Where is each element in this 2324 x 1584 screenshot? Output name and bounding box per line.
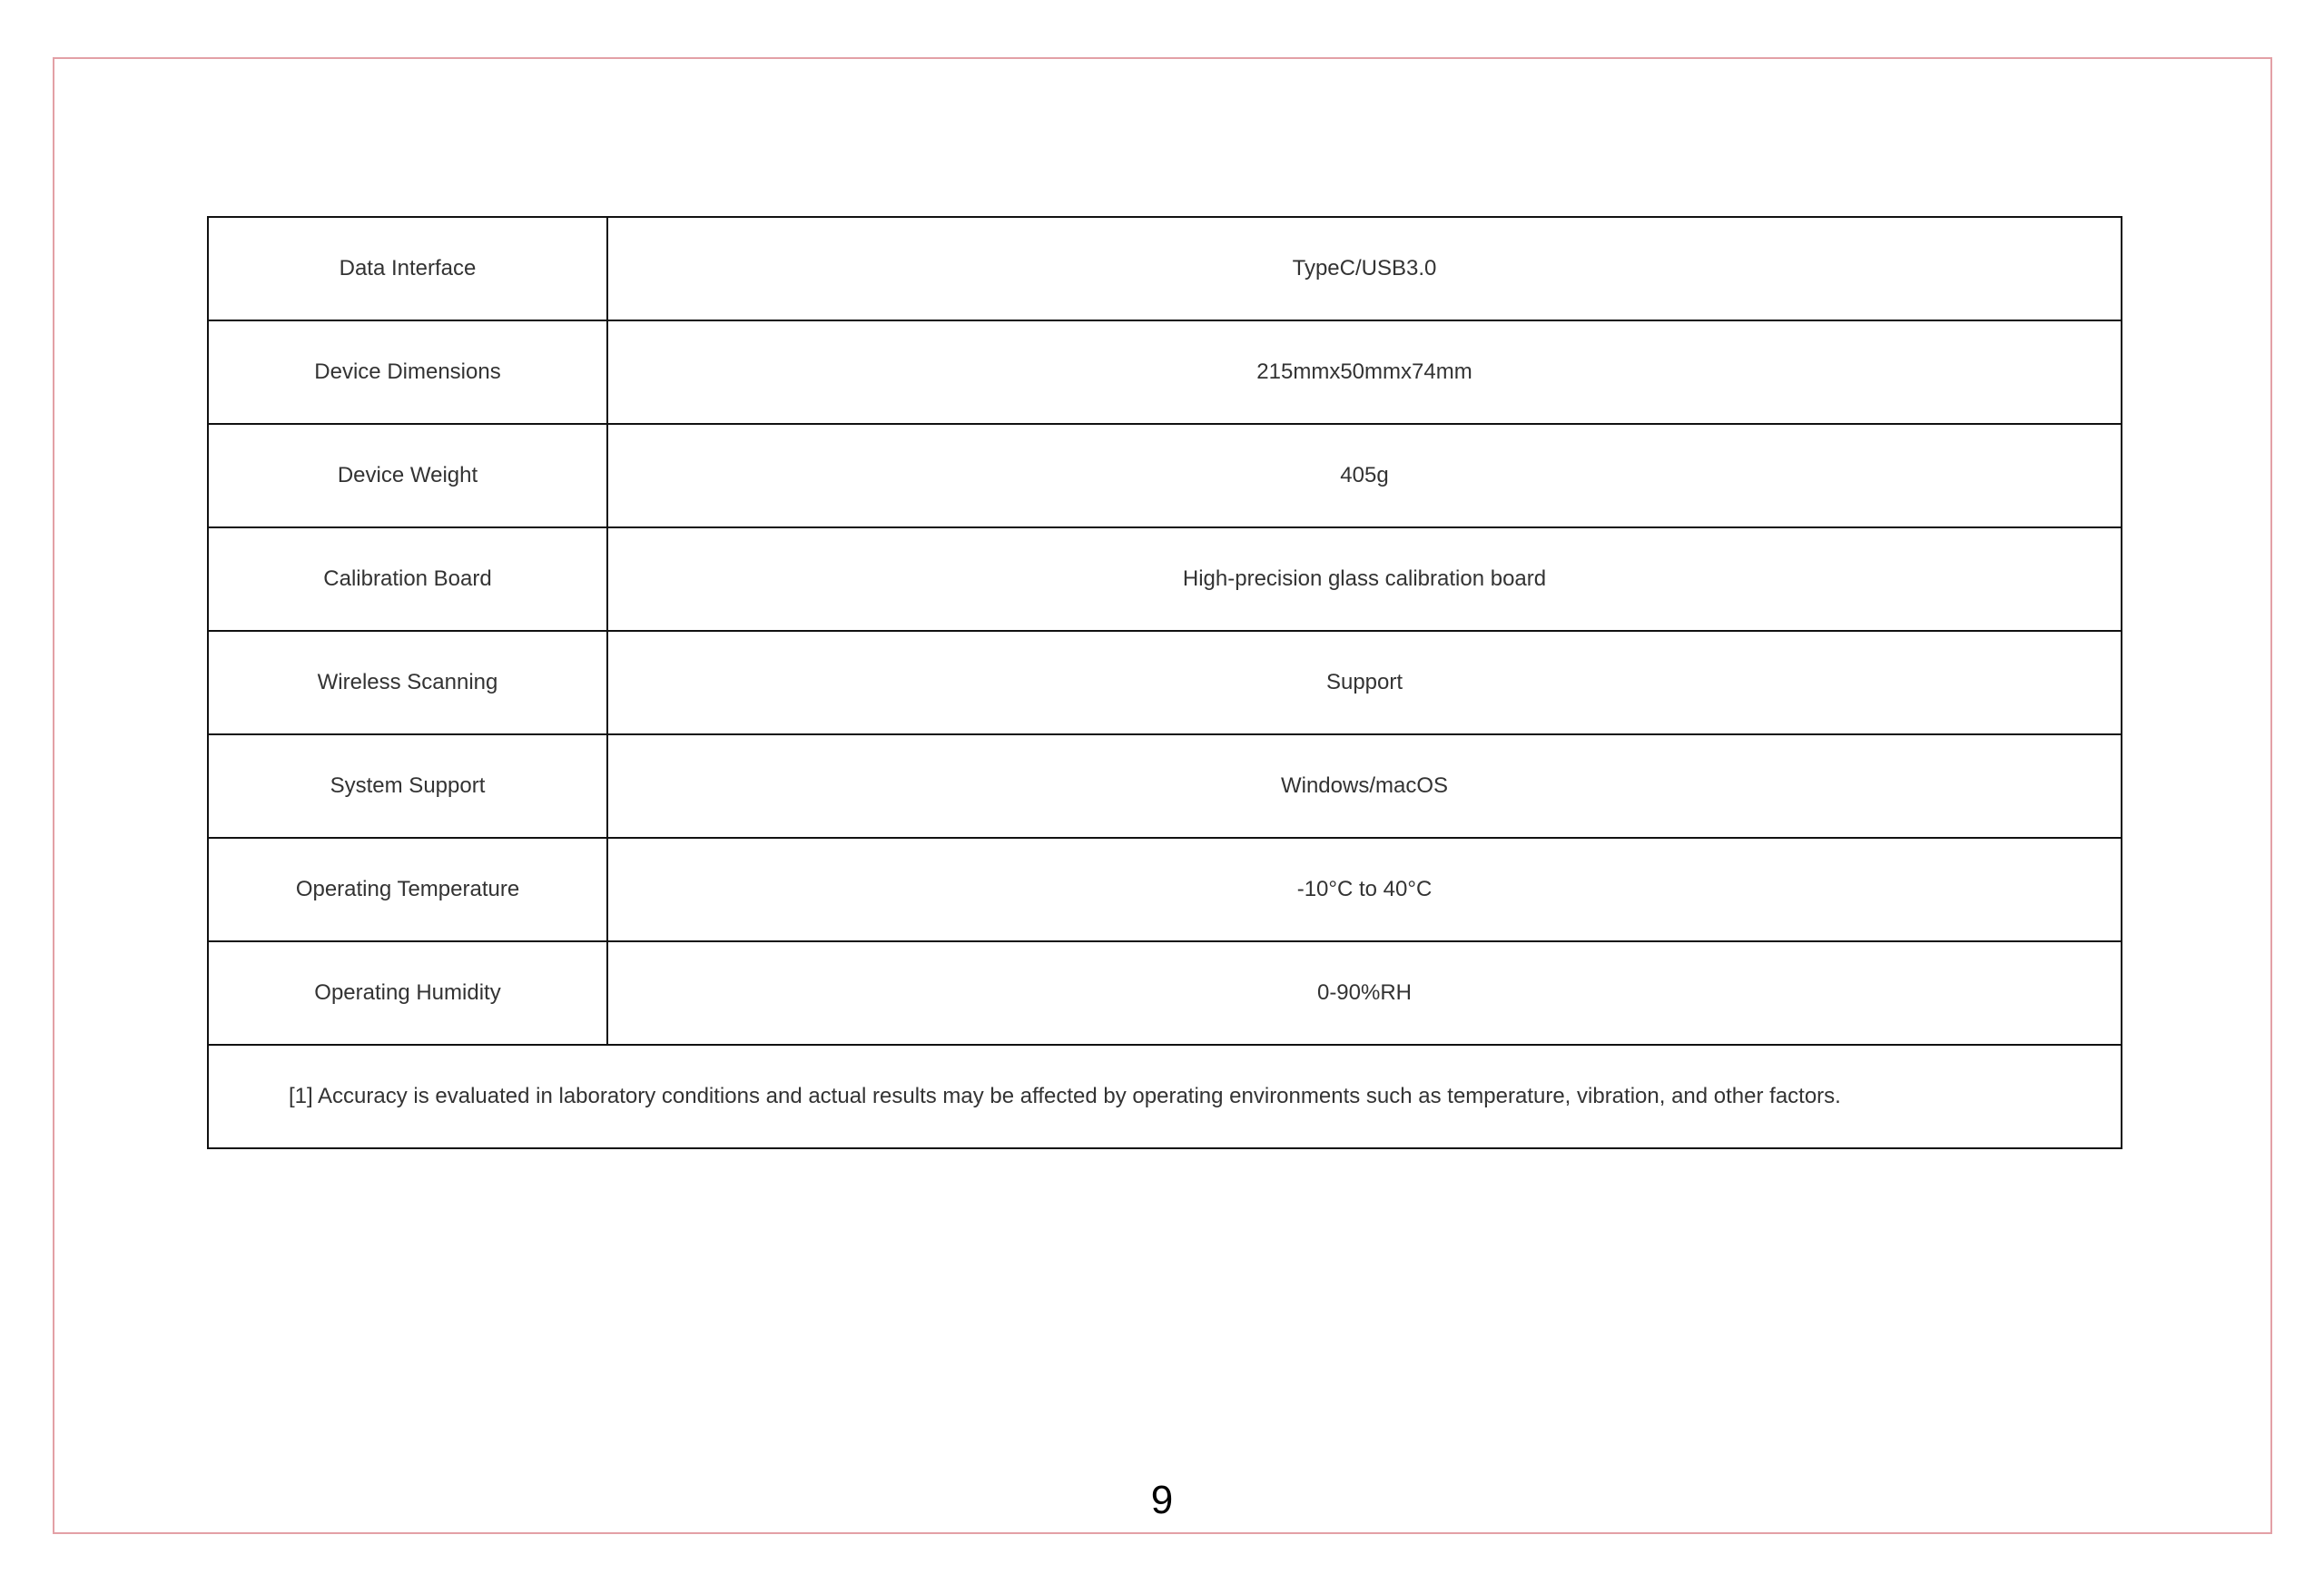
table-row-footnote (208, 1045, 2122, 1148)
spec-value-device-dimensions: 215mmx50mmx74mm (607, 320, 2122, 424)
spec-value-operating-humidity: 0-90%RH (607, 941, 2122, 1045)
spec-label-data-interface: Data Interface (208, 217, 607, 320)
spec-table (207, 216, 2122, 1149)
footnote: [1] Accuracy is evaluated in laboratory conditions and actual results may be affected by operating environments such as temperature, vibration, and other factors. (208, 1045, 2122, 1148)
spec-value-device-weight: 405g (607, 424, 2122, 527)
spec-value-system-support: Windows/macOS (607, 734, 2122, 838)
table-row (208, 734, 2122, 838)
spec-value-data-interface: TypeC/USB3.0 (607, 217, 2122, 320)
spec-label-system-support: System Support (208, 734, 607, 838)
spec-label-wireless-scanning: Wireless Scanning (208, 631, 607, 734)
spec-label-device-dimensions: Device Dimensions (208, 320, 607, 424)
spec-label-operating-humidity: Operating Humidity (208, 941, 607, 1045)
spec-label-calibration-board: Calibration Board (208, 527, 607, 631)
spec-value-calibration-board: High-precision glass calibration board (607, 527, 2122, 631)
table-row (208, 320, 2122, 424)
spec-value-operating-temperature: -10°C to 40°C (607, 838, 2122, 941)
spec-label-operating-temperature: Operating Temperature (208, 838, 607, 941)
page-number: 9 (1150, 1478, 1174, 1522)
table-row (208, 527, 2122, 631)
table-row (208, 941, 2122, 1045)
spec-value-wireless-scanning: Support (607, 631, 2122, 734)
table-row (208, 217, 2122, 320)
spec-label-device-weight: Device Weight (208, 424, 607, 527)
table-row (208, 631, 2122, 734)
table-row (208, 838, 2122, 941)
table-row (208, 424, 2122, 527)
